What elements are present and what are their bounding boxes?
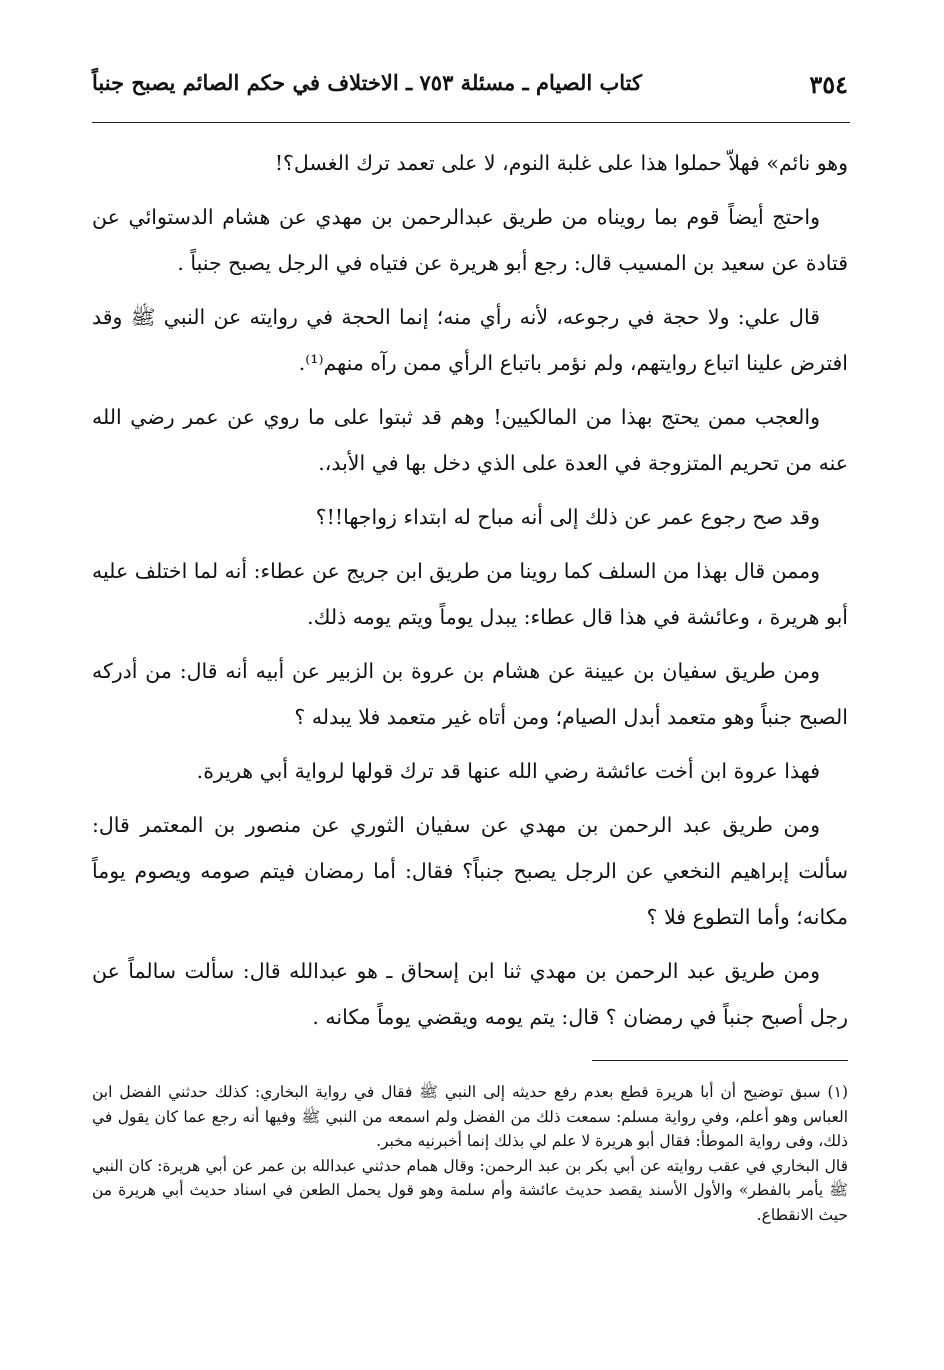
paragraph: وممن قال بهذا من السلف كما روينا من طريق ابن جريج عن عطاء: أنه لما اختلف عليه أبو هريرة ، وعائشة في هذا قال عطاء: يبدل يوماً ويتم يومه ذلك. — [92, 559, 848, 629]
paragraph: وقد صح رجوع عمر عن ذلك إلى أنه مباح له ابتداء زواجها!!؟ — [315, 505, 820, 529]
paragraph: وهو نائم» فهلاّ حملوا هذا على غلبة النوم، لا على تعمد ترك الغسل؟! — [274, 151, 848, 175]
paragraph: ومن طريق عبد الرحمن بن مهدي عن سفيان الثوري عن منصور بن المعتمر قال: سألت إبراهيم النخعي عن الرجل يصبح جنباً؟ فقال: أما رمضان فيتم صومه ويصوم يوماً مكانه؛ وأما التطوع فلا ؟ — [92, 813, 848, 929]
paragraph: فهذا عروة ابن أخت عائشة رضي الله عنها قد ترك قولها لرواية أبي هريرة. — [196, 759, 820, 783]
paragraph: ومن طريق سفيان بن عيينة عن هشام بن عروة بن الزبير عن أبيه أنه قال: من أدركه الصبح جنباً وهو متعمد أبدل الصيام؛ ومن أتاه غير متعمد فلا يبدله ؟ — [92, 659, 848, 729]
main-text — [92, 140, 848, 1048]
footnote-continuation: قال البخاري في عقب روايته عن أبي بكر بن عبد الرحمن: وقال همام حدثني عبدالله بن عمر عن أبي هريرة: كان النبي ﷺ يأمر بالفطر» والأول الأسند يقصد حديث عائشة وأم سلمة وهو قول يحمل الطعن في اسناد حديث أبي هريرة من حيث الانقطاع. — [92, 1156, 848, 1224]
footnotes — [92, 1080, 848, 1227]
footnote-divider — [592, 1060, 848, 1061]
paragraph: ومن طريق عبد الرحمن بن مهدي ثنا ابن إسحاق ـ هو عبدالله قال: سألت سالماً عن رجل أصبح جنباً في رمضان ؟ قال: يتم يومه ويقضي يوماً مكانه . — [92, 959, 848, 1029]
running-title: كتاب الصيام ـ مسئلة ٧٥٣ ـ الاختلاف في حكم الصائم يصبح جنباً — [92, 70, 642, 95]
page-number: ٣٥٤ — [809, 70, 848, 99]
footnote: (١) سبق توضيح أن أبا هريرة قطع بعدم رفع حديثه إلى النبي ﷺ فقال في رواية البخاري: كذلك حدثني الفضل ابن العباس وهو أعلم، وفي رواية مسلم: سمعت ذلك من الفضل ولم اسمعه من النبي ﷺ وفيها أنه رجع عما كان يقول في ذلك، وفى رواية الموطأ: فقال أبو هريرة لا علم لي بذلك إنما أخبرنيه مخبر. — [92, 1083, 848, 1150]
header-divider — [92, 122, 850, 123]
paragraph: قال علي: ولا حجة في رجوعه، لأنه رأي منه؛ إنما الحجة في روايته عن النبي ﷺ وقد افترض علينا اتباع روايتهم، ولم نؤمر باتباع الرأي ممن رآه منهم⁽¹⁾. — [92, 305, 848, 375]
page-header — [92, 62, 848, 120]
paragraph: والعجب ممن يحتج بهذا من المالكيين! وهم قد ثبتوا على ما روي عن عمر رضي الله عنه من تحريم المتزوجة في العدة على الذي دخل بها في الأبد،. — [92, 405, 848, 475]
paragraph: واحتج أيضاً قوم بما رويناه من طريق عبدالرحمن بن مهدي عن هشام الدستوائي عن قتادة عن سعيد بن المسيب قال: رجع أبو هريرة عن فتياه في الرجل يصبح جنباً . — [92, 205, 848, 275]
